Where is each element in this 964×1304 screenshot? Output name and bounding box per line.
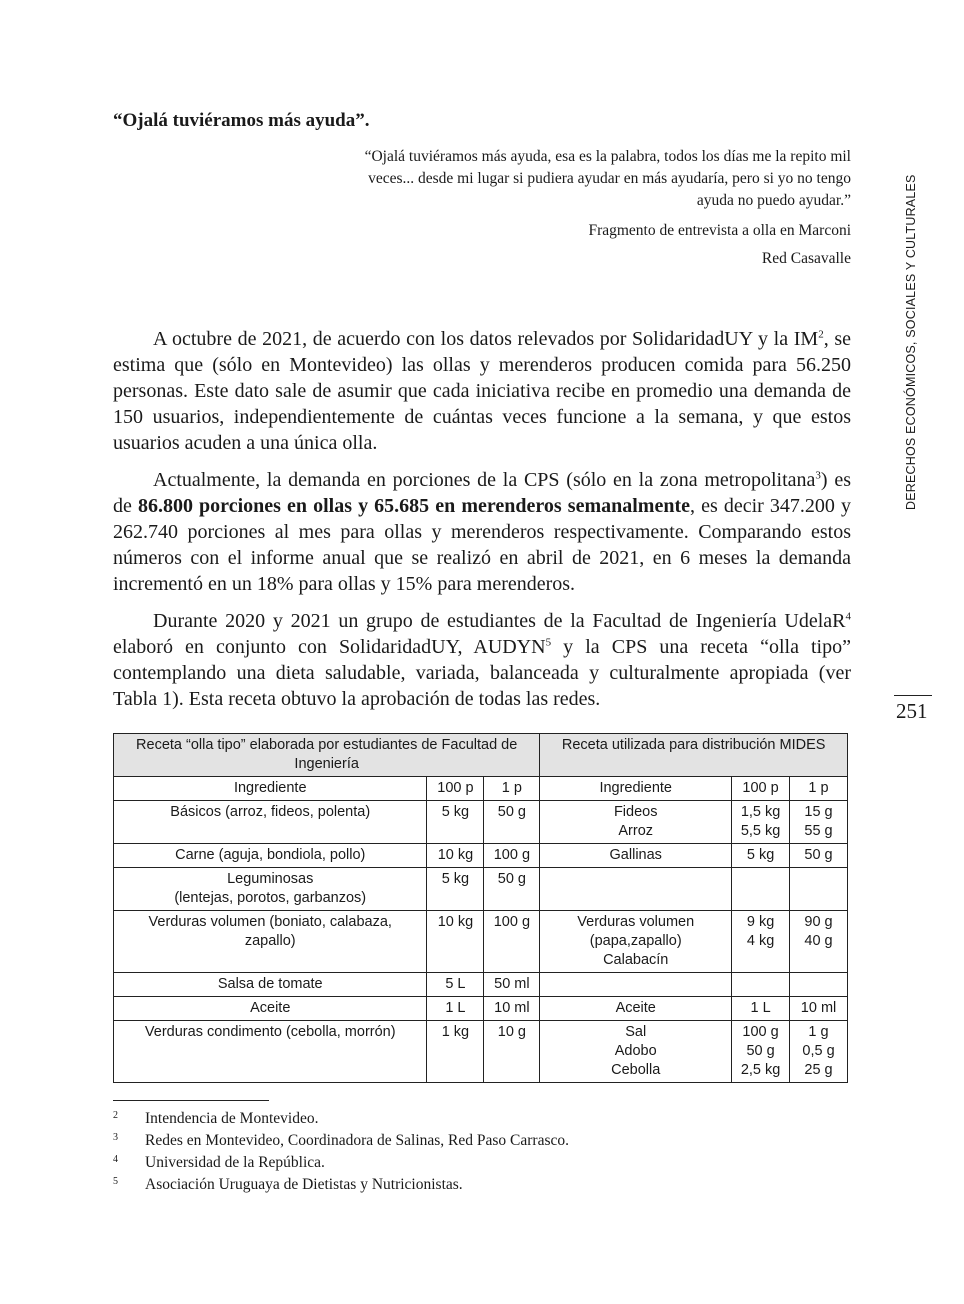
cell-ingredient: Fideos Arroz [540,801,732,844]
footnote: 4 Universidad de la República. [113,1154,325,1171]
cell-ingredient: Verduras condimento (cebolla, morrón) [114,1021,427,1083]
footnote-ref-5: 5 [545,636,552,649]
body-text [113,326,851,723]
cell-qty-100p: 10 kg [427,844,484,868]
cell-ingredient: Verduras volumen (boniato, calabaza, zapallo) [114,911,427,973]
col-header-1p: 1 p [790,777,848,801]
cell-qty-1p: 50 g [484,801,540,844]
footnote: 2 Intendencia de Montevideo. [113,1110,319,1127]
cell-qty-1p: 50 g [484,868,540,911]
right-recipe-title: Receta utilizada para distribución MIDES [540,734,848,777]
cell-qty-100p [732,868,790,911]
epigraph [331,146,851,276]
cell-ingredient [540,973,732,997]
cell-qty-100p: 5 L [427,973,484,997]
epigraph-network: Red Casavalle [761,250,851,267]
cell-ingredient: Sal Adobo Cebolla [540,1021,732,1083]
cell-ingredient: Básicos (arroz, fideos, polenta) [114,801,427,844]
cell-qty-1p [790,868,848,911]
cell-ingredient [540,868,732,911]
footnote-rule [113,1100,269,1101]
recipe-table [113,733,848,1083]
table-row [114,801,848,844]
epigraph-source: Fragmento de entrevista a olla en Marconi [588,222,851,239]
cell-qty-1p: 90 g 40 g [790,911,848,973]
table-row [114,911,848,973]
cell-qty-1p [790,973,848,997]
paragraph-3: Durante 2020 y 2021 un grupo de estudiantes de la Facultad de Ingeniería UdelaR$^4$ elaboró en conjunto con SolidaridadUY, AUDYN$^5$ y la CPS una receta “olla tipo” contemplando una dieta saludable, variada, balanceada y culturalmente apropiada (ver Tabla 1). Esta receta obtuvo la aprobación de todas las redes. [113,610,851,710]
cell-qty-1p: 100 g [484,844,540,868]
table-row [114,844,848,868]
cell-ingredient: Leguminosas (lentejas, porotos, garbanzos) [114,868,427,911]
cell-ingredient: Verduras volumen (papa,zapallo) Calabacín [540,911,732,973]
table-row [114,868,848,911]
cell-qty-1p: 50 g [790,844,848,868]
paragraph-2: Actualmente, la demanda en porciones de la CPS (sólo en la zona metropolitana$^3$) es de 86.800 porciones en ollas y 65.685 en merenderos semanalmente, es decir 347.200 y 262.740 porciones al mes para ollas y merenderos respectivamente. Comparando estos números con el informe anual que se realizó en abril de 2021, en 6 meses la demanda incrementó en un 18% para ollas y 15% para merenderos. [113,469,851,595]
cell-qty-1p: 10 ml [484,997,540,1021]
cell-qty-1p: 1 g 0,5 g 25 g [790,1021,848,1083]
cell-qty-100p: 1,5 kg 5,5 kg [732,801,790,844]
footnote-ref-3: 3 [815,469,821,482]
cell-qty-100p: 1 kg [427,1021,484,1083]
paragraph-1: A octubre de 2021, de acuerdo con los datos relevados por SolidaridadUY y la $IM^2$, se estima que (sólo en Montevideo) las ollas y merenderos producen comida para 56.250 personas. Este dato sale de asumir que cada iniciativa recibe en promedio una demanda de 150 usuarios, independientemente de cuántas veces funcione a la semana, y que estos usuarios acuden a una única olla. [113,328,851,454]
cell-qty-100p: 10 kg [427,911,484,973]
cell-qty-100p: 5 kg [732,844,790,868]
left-recipe-title: Receta “olla tipo” elaborada por estudiantes de Facultad de Ingeniería [114,734,540,777]
cell-qty-100p: 1 L [427,997,484,1021]
section-title: “Ojalá tuviéramos más ayuda”. [113,110,370,131]
col-header-1p: 1 p [484,777,540,801]
bold-demand: 86.800 porciones en ollas y 65.685 en merenderos semanalmente [137,495,690,517]
table-row [114,973,848,997]
cell-qty-100p: 5 kg [427,801,484,844]
footnote-ref-2: 2 [818,328,824,341]
footnotes [113,1108,569,1196]
footnote-ref-4: 4 [845,610,851,623]
cell-qty-1p: 10 ml [790,997,848,1021]
cell-qty-100p: 9 kg 4 kg [732,911,790,973]
page-number-rule [894,695,932,696]
cell-ingredient: Carne (aguja, bondiola, pollo) [114,844,427,868]
table-row [114,1021,848,1083]
col-header-ingredient: Ingrediente [540,777,732,801]
cell-ingredient: Aceite [540,997,732,1021]
cell-qty-1p: 100 g [484,911,540,973]
epigraph-quote: “Ojalá tuviéramos más ayuda, esa es la palabra, todos los días me la repito mil veces... desde mi lugar si pudiera ayudar en más ayudaría, pero si yo no tengo ayuda no puedo ayudar.” [364,148,851,209]
cell-qty-100p: 100 g 50 g 2,5 kg [732,1021,790,1083]
cell-qty-1p: 50 ml [484,973,540,997]
page-number: 251 [896,699,928,723]
cell-qty-100p: 1 L [732,997,790,1021]
table-row [114,997,848,1021]
cell-qty-1p: 10 g [484,1021,540,1083]
cell-ingredient: Gallinas [540,844,732,868]
col-header-100p: 100 p [427,777,484,801]
col-header-100p: 100 p [732,777,790,801]
cell-ingredient: Aceite [114,997,427,1021]
col-header-ingredient: Ingrediente [114,777,427,801]
cell-qty-100p: 5 kg [427,868,484,911]
footnote: 5 Asociación Uruguaya de Dietistas y Nutricionistas. [113,1176,463,1193]
side-section-label: DERECHOS ECONÓMICOS, SOCIALES Y CULTURALES [904,174,918,510]
cell-ingredient: Salsa de tomate [114,973,427,997]
cell-qty-100p [732,973,790,997]
cell-qty-1p: 15 g 55 g [790,801,848,844]
footnote: 3 Redes en Montevideo, Coordinadora de Salinas, Red Paso Carrasco. [113,1132,570,1149]
